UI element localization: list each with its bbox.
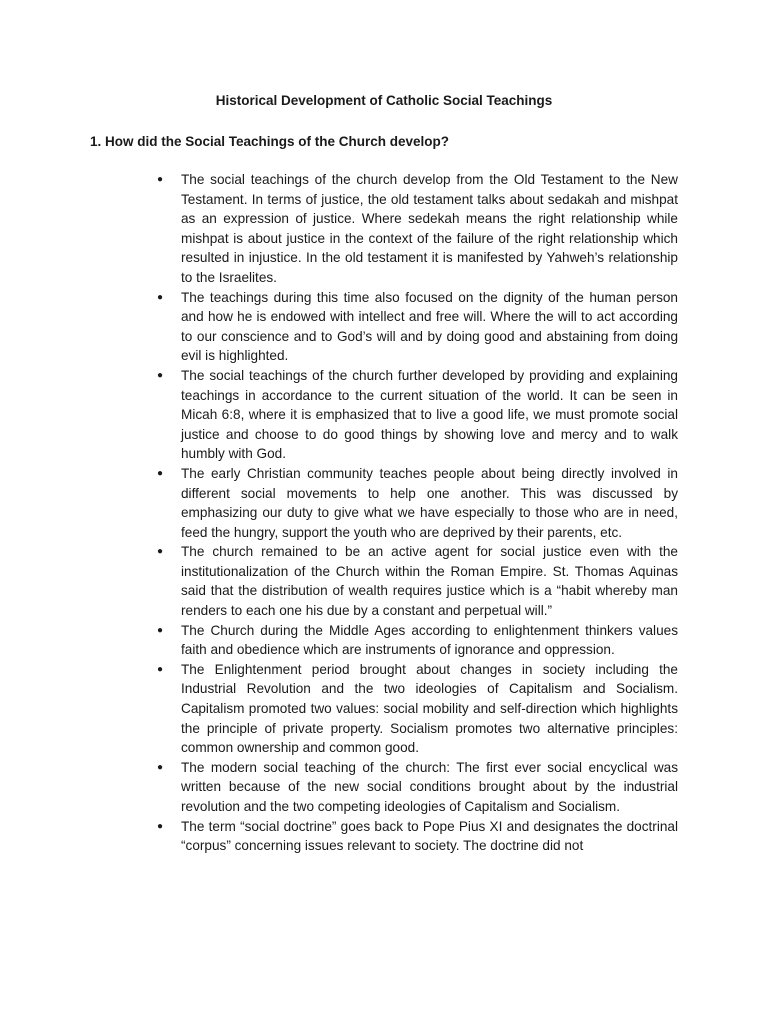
bullet-text: The modern social teaching of the church: The first ever social encyclical was written because of the new social conditions brought about by the industrial revolution and the two competing ideologies of Capitalism and Socialism. [181,759,678,814]
bullet-text: The Church during the Middle Ages according to enlightenment thinkers values faith and obedience which are instruments of ignorance and oppression. [181,622,678,658]
document-title: Historical Development of Catholic Social Teachings [215,93,553,108]
section-heading: 1. How did the Social Teachings of the Church develop? [90,134,450,149]
bullet-item-1 [156,170,678,288]
bullet-item-9 [156,817,678,856]
bullet-icon: ● [157,663,164,675]
bullet-item-2 [156,288,678,366]
bullet-text: The church remained to be an active agent for social justice even with the institutionalization of the Church within the Roman Empire. St. Thomas Aquinas said that the distribution of wealth requires justice which is a “habit whereby man renders to each one his due by a constant and perpetual will.” [181,544,678,619]
bullet-icon: ● [157,761,164,773]
bullet-icon: ● [157,291,164,303]
bullet-item-7 [156,660,678,758]
bullet-text: The Enlightenment period brought about changes in society including the Industrial Revolution and the two ideologies of Capitalism and Socialism. Capitalism promoted two values: social mobility and self-direction which highlights the principle of private property. Socialism promotes two alternative principles: common ownership and common good. [181,661,678,756]
bullet-icon: ● [157,546,164,558]
bullet-item-6 [156,621,678,660]
bullet-icon: ● [157,369,164,381]
bullet-item-8 [156,758,678,817]
bullet-item-3 [156,366,678,464]
bullet-icon: ● [157,820,164,832]
bullet-text: The social teachings of the church further developed by providing and explaining teachings in accordance to the current situation of the world. It can be seen in Micah 6:8, where it is emphasized that to live a good life, we must promote social justice and choose to do good things by showing love and mercy and to walk humbly with God. [181,367,678,462]
bullet-text: The early Christian community teaches people about being directly involved in different social movements to help one another. This was discussed by emphasizing our duty to give what we have especially to those who are in need, feed the hungry, support the youth who are deprived by their parents, etc. [181,465,678,540]
bullet-list [156,170,678,856]
bullet-text: The social teachings of the church develop from the Old Testament to the New Testament. In terms of justice, the old testament talks about sedakah and mishpat as an expression of justice. Where sedekah means the right relationship while mishpat is about justice in the context of the failure of the right relationship which resulted in injustice. In the old testament it is manifested by Yahweh’s relationship to the Israelites. [181,172,678,285]
bullet-icon: ● [157,624,164,636]
bullet-text: The teachings during this time also focused on the dignity of the human person and how he is endowed with intellect and free will. Where the will to act according to our conscience and to God’s will and by doing good and abstaining from doing evil is highlighted. [181,289,678,364]
bullet-item-5 [156,542,678,620]
bullet-item-4 [156,464,678,542]
bullet-text: The term “social doctrine” goes back to Pope Pius XI and designates the doctrinal “corpus” concerning issues relevant to society. The doctrine did not [181,818,678,854]
bullet-icon: ● [157,174,164,185]
bullet-icon: ● [157,467,164,479]
